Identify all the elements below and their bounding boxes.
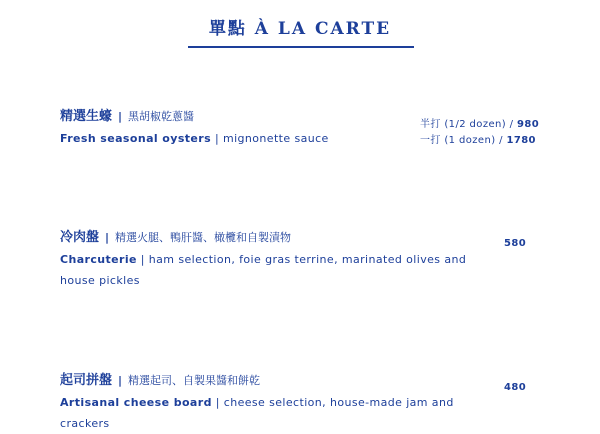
item-separator: |	[118, 110, 123, 123]
price-label: 半打 (1/2 dozen) /	[420, 119, 514, 130]
item-zh-line	[60, 230, 490, 246]
item-separator: |	[105, 231, 110, 244]
item-zh-line	[60, 373, 490, 389]
item-en-line	[60, 392, 490, 434]
title-underline	[188, 46, 414, 48]
item-en-description: | ham selection, foie gras terrine, marinated olives and house pickles	[60, 253, 467, 287]
item-en-name: Fresh seasonal oysters	[60, 132, 212, 145]
item-zh-name: 精選生蠔	[60, 109, 113, 124]
item-en-name: Charcuterie	[60, 253, 137, 266]
price-value: 1780	[506, 135, 536, 146]
price-label: 一打 (1 dozen) /	[420, 135, 503, 146]
price-cheese-board: 480	[504, 382, 527, 393]
item-separator: |	[118, 374, 123, 387]
price-charcuterie: 580	[504, 238, 527, 249]
item-zh-description: 精選火腿、鴨肝醬、橄欖和自製漬物	[115, 231, 292, 244]
item-en-name: Artisanal cheese board	[60, 396, 212, 409]
item-en-line	[60, 249, 490, 291]
price-half-dozen	[420, 115, 539, 130]
item-zh-description: 黑胡椒乾蔥醬	[128, 110, 195, 123]
menu-item-charcuterie	[60, 230, 490, 291]
price-value: 980	[517, 119, 540, 130]
menu-item-cheese-board	[60, 373, 490, 434]
price-dozen	[420, 131, 536, 146]
item-en-description: | mignonette sauce	[214, 132, 329, 145]
item-zh-name: 起司拼盤	[60, 373, 113, 388]
item-zh-name: 冷肉盤	[60, 230, 100, 245]
item-en-description: | cheese selection, house-made jam and crackers	[60, 396, 454, 430]
page-title: 單點 À LA CARTE	[208, 19, 392, 39]
item-zh-description: 精選起司、自製果醬和餅乾	[128, 374, 261, 387]
